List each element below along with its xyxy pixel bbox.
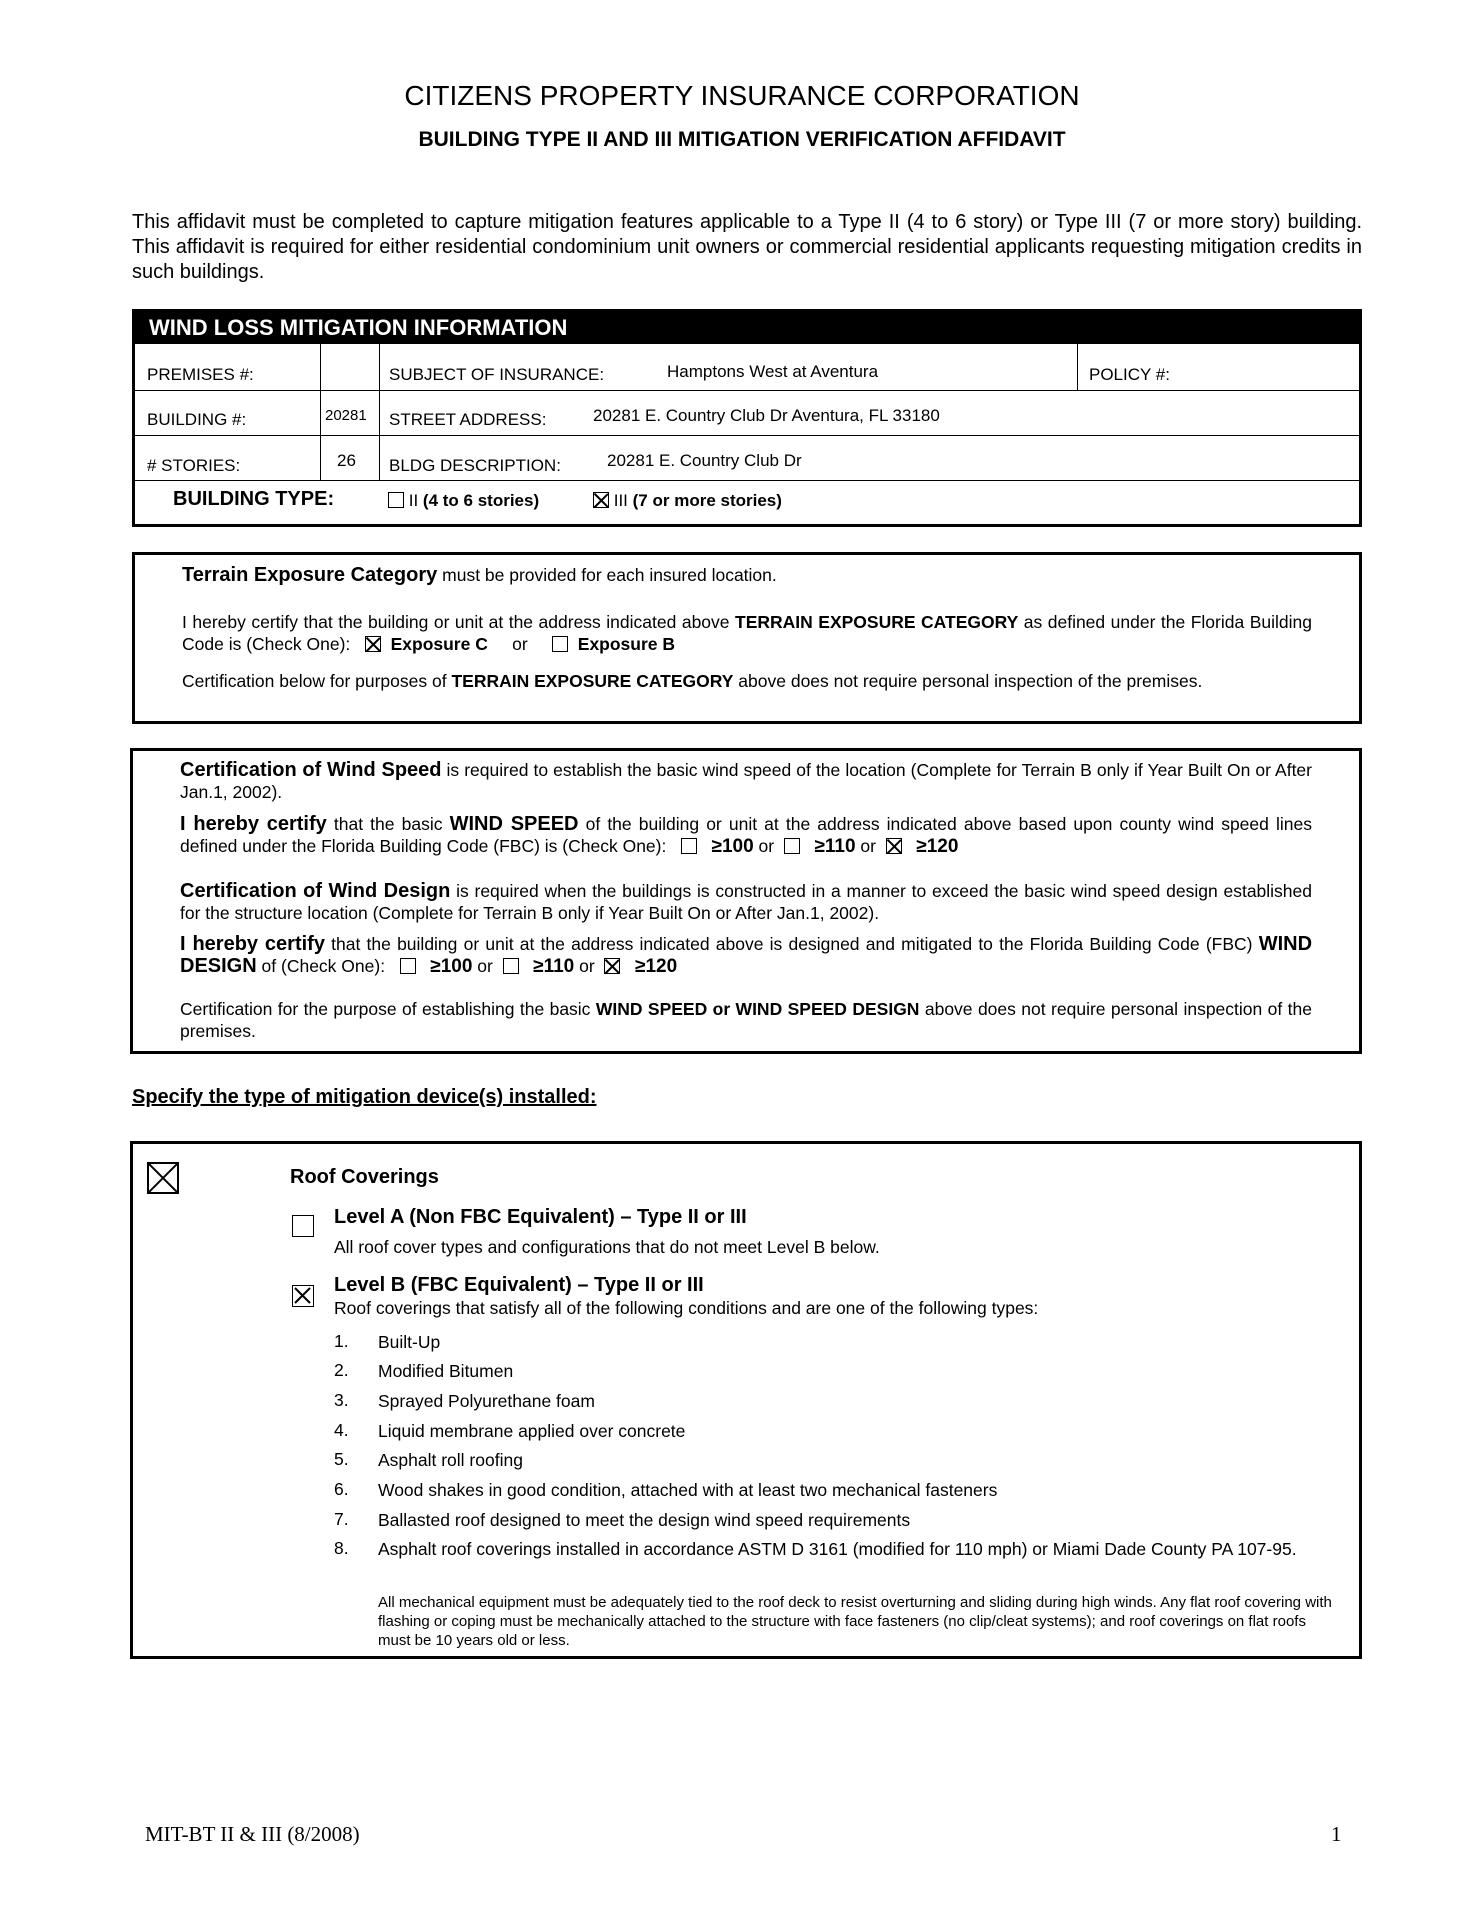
terrain-heading-line [182,564,1312,586]
wind-design-120-checkbox-checked[interactable] [604,958,620,974]
exposure-b-checkbox[interactable] [552,636,568,652]
type-iii-checkbox-checked[interactable] [593,492,609,508]
wind-design-intro [180,880,1312,924]
wind-speed-cert-rest: of the building or unit at the address indicated above based upon county wind speed lines defined under the Florida Building Code (FBC) is (Check One): [180,814,1312,856]
wind-note [180,998,1312,1042]
wind-design-100-label: ≥100 [430,956,473,977]
list-item: Asphalt roll roofing [378,1450,523,1470]
form-title: BUILDING TYPE II AND III MITIGATION VERIFICATION AFFIDAVIT [418,128,1066,151]
stories-field[interactable]: 26 [337,451,356,470]
org-name: CITIZENS PROPERTY INSURANCE CORPORATION [404,80,1080,111]
building-type-ii-option[interactable] [388,491,539,511]
check-x-icon [293,1286,312,1305]
type-ii-roman: II [408,491,419,510]
wind-design-cert-bold: I hereby certify [180,933,325,955]
list-item: Modified Bitumen [378,1361,514,1381]
terrain-heading-rest: must be provided for each insured location. [437,565,777,585]
level-a-desc: All roof cover types and configurations that do not meet Level B below. [334,1237,880,1257]
wind-speed-cert-bold2: WIND SPEED [449,813,579,835]
wind-speed-cert [180,813,1312,858]
wind-design-110-label: ≥110 [533,956,575,977]
wind-design-120-label: ≥120 [635,956,678,977]
terrain-cert-post: as defined under the Florida Building Code is (Check One): [182,612,1312,654]
level-a-checkbox[interactable] [292,1215,314,1237]
subject-label: SUBJECT OF INSURANCE: [389,365,605,384]
terrain-note-post: above does not require personal inspection of the premises. [733,671,1203,691]
wind-speed-110-checkbox[interactable] [784,838,800,854]
wind-note-bold: WIND SPEED or WIND SPEED DESIGN [595,999,920,1019]
list-item: Wood shakes in good condition, attached with at least two mechanical fasteners [378,1480,998,1500]
wind-speed-cert-mid: that the basic [326,814,450,834]
terrain-heading: Terrain Exposure Category [182,564,438,586]
list-number: 4. [334,1420,349,1440]
type-ii-checkbox[interactable] [388,492,404,508]
wind-loss-table [132,309,1362,527]
terrain-cert-bold: TERRAIN EXPOSURE CATEGORY [735,612,1019,632]
wind-speed-intro [180,759,1312,803]
wind-speed-100-label: ≥100 [711,836,754,857]
wind-design-cert-rest2: of (Check One): [256,956,386,976]
terrain-or: or [512,634,528,654]
wind-design-or-1: or [477,956,493,976]
intro-paragraph: This affidavit must be completed to capture mitigation features applicable to a Type II (4 to 6 story) or Type III (7 or more story) building. This affidavit is required for either residential condominium unit owners or commercial residential applicants requesting mitigation credits in such buildings. [132,211,1362,283]
terrain-note [182,670,1312,692]
list-item: Built-Up [378,1332,441,1352]
wind-speed-120-checkbox-checked[interactable] [886,838,902,854]
roof-mechanical-note: All mechanical equipment must be adequately tied to the roof deck to resist overturning and sliding during high winds. Any flat roof covering with flashing or coping must be mechanically attached to the structure with face fasteners (no clip/cleat systems); and roof coverings on flat roofs must be 10 years old or less. [378,1594,1332,1649]
type-iii-desc: (7 or more stories) [632,491,782,510]
wind-design-cert [180,933,1312,978]
street-field[interactable]: 20281 E. Country Club Dr Aventura, FL 33180 [593,406,940,425]
type-iii-roman: III [613,491,628,510]
building-type-iii-option[interactable] [593,491,782,511]
list-number: 2. [334,1360,349,1380]
policy-label: POLICY #: [1089,365,1170,384]
level-b-title: Level B (FBC Equivalent) – Type II or III [334,1274,704,1296]
level-b-desc: Roof coverings that satisfy all of the following conditions and are one of the following types: [334,1298,1039,1318]
list-number: 1. [334,1331,349,1351]
wind-speed-heading-rest: is required to establish the basic wind speed of the location (Complete for Terrain B only if Year Built On or After Jan.1, 2002). [180,760,1312,802]
building-label: BUILDING #: [147,410,247,429]
roof-coverings-heading: Roof Coverings [290,1166,439,1188]
building-field[interactable]: 20281 [325,407,367,424]
level-b-checkbox-checked[interactable] [292,1285,314,1307]
bldg-desc-label: BLDG DESCRIPTION: [389,456,561,475]
list-number: 3. [334,1390,349,1410]
wind-speed-110-label: ≥110 [814,836,856,857]
wind-design-cert-rest: that the building or unit at the address indicated above is designed and mitigated to the Florida Building Code (FBC) [324,934,1259,954]
bldg-desc-field[interactable]: 20281 E. Country Club Dr [607,451,802,470]
exposure-c-label: Exposure C [390,634,488,654]
wind-speed-cert-bold: I hereby certify [180,813,327,835]
wind-speed-or-1: or [758,836,775,856]
exposure-b-label: Exposure B [577,634,676,654]
terrain-cert [182,611,1312,655]
wind-speed-120-label: ≥120 [916,836,959,857]
list-item: Ballasted roof designed to meet the design wind speed requirements [378,1510,911,1530]
check-x-icon [149,1164,177,1192]
form-id: MIT-BT II & III (8/2008) [145,1822,360,1846]
list-item: Asphalt roof coverings installed in accordance ASTM D 3161 (modified for 110 mph) or Miami Dade County PA 107-95. [378,1539,1297,1559]
building-type-label: BUILDING TYPE: [173,488,335,510]
wind-design-heading: Certification of Wind Design [180,880,451,902]
subject-field[interactable]: Hamptons West at Aventura [667,362,879,381]
roof-coverings-checkbox-checked[interactable] [147,1162,179,1194]
terrain-note-pre: Certification below for purposes of [182,671,452,691]
page-number: 1 [1331,1822,1342,1846]
wind-design-or-2: or [579,956,595,976]
wind-design-100-checkbox[interactable] [400,958,416,974]
list-number: 5. [334,1449,349,1469]
wind-design-heading-rest: is required when the buildings is constructed in a manner to exceed the basic wind speed design established for the structure location (Complete for Terrain B only if Year Built On or After Jan.1, 2002). [180,881,1313,923]
wind-note-post: above does not require personal inspection of the premises. [180,999,1312,1041]
street-label: STREET ADDRESS: [389,410,547,429]
wind-note-pre: Certification for the purpose of establishing the basic [180,999,596,1019]
premises-label: PREMISES #: [147,365,254,384]
wind-speed-100-checkbox[interactable] [681,838,697,854]
wind-loss-heading: WIND LOSS MITIGATION INFORMATION [135,312,1359,344]
wind-design-cert-bold2: WIND DESIGN [180,933,1313,977]
wind-speed-or-2: or [860,836,876,856]
type-ii-desc: (4 to 6 stories) [422,491,540,510]
level-a-title: Level A (Non FBC Equivalent) – Type II or III [334,1206,747,1228]
wind-design-110-checkbox[interactable] [503,958,519,974]
list-number: 8. [334,1538,349,1558]
list-item: Liquid membrane applied over concrete [378,1421,686,1441]
mitigation-devices-heading: Specify the type of mitigation device(s) installed: [132,1086,597,1108]
list-number: 6. [334,1479,349,1499]
list-item: Sprayed Polyurethane foam [378,1391,595,1411]
exposure-c-checkbox-checked[interactable] [365,636,381,652]
wind-speed-heading: Certification of Wind Speed [180,759,442,781]
terrain-note-bold: TERRAIN EXPOSURE CATEGORY [451,671,734,691]
terrain-cert-pre: I hereby certify that the building or unit at the address indicated above [182,612,736,632]
list-number: 7. [334,1509,349,1529]
stories-label: # STORIES: [147,456,241,475]
